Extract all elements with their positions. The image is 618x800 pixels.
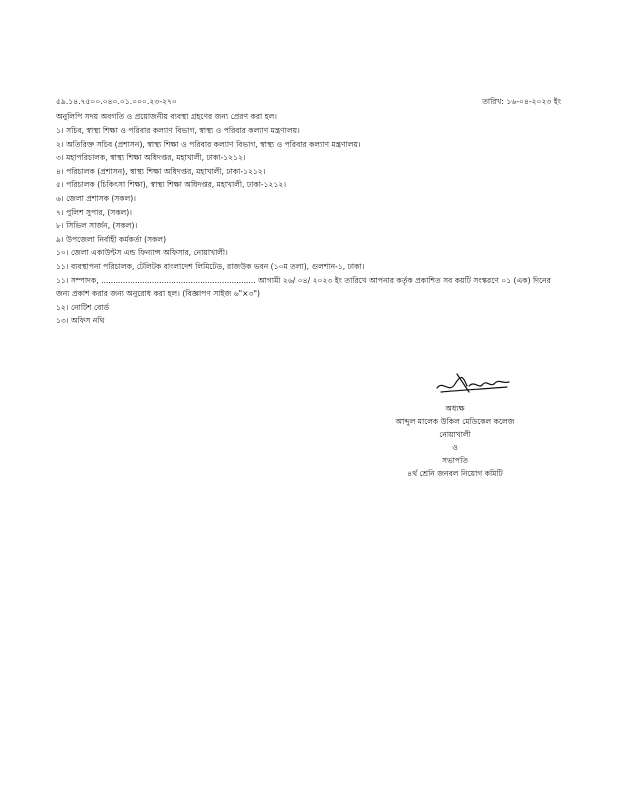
committee-name: ৪র্থ শ্রেনি জনবল নিয়োগ কমিটি (407, 469, 503, 478)
item-text: ব্যবস্থাপনা পরিচালক, টেলিটক বাংলাদেশ লিমিটেড, রাজউক ভবন (১০ম তলা), গুলশান-১, ঢাকা। (71, 261, 365, 271)
list-item (56, 151, 566, 165)
item-number: ১। (56, 126, 64, 135)
item-number: ৪। (56, 166, 64, 176)
item-text: পরিচালক (চিকিৎসা শিক্ষা), স্বাস্থ্য শিক্ষা অধিদপ্তর, মহাখালী, ঢাকা-১২১২। (66, 180, 287, 190)
item-number: ৬। (56, 193, 64, 203)
item-text: জেলা একাউন্টস এন্ড ফিন্যান্স অফিসার, নোয়াখালী। (71, 248, 228, 258)
list-item (56, 260, 566, 274)
signatory-role: সভাপতি (442, 456, 468, 465)
list-item (56, 246, 566, 260)
item-text: সিভিল সার্জন, (সকল)। (66, 221, 138, 231)
list-item (56, 233, 566, 247)
list-item (56, 178, 566, 192)
signatory-block (355, 376, 555, 480)
list-item (56, 124, 566, 138)
item-number: ১৩। (56, 316, 69, 326)
conjunction: ও (452, 443, 458, 452)
item-text: অফিস নথি (71, 316, 105, 326)
item-text: অতিরিক্ত সচিব (প্রশাসন), স্বাস্থ্য শিক্ষা ও পরিবার কল্যাণ বিভাগ, স্বাস্থ্য ও পরিবার কল্যাণ মন্ত্রণালয়। (66, 139, 361, 149)
list-item (56, 192, 566, 206)
college-location: নোয়াখালী (439, 430, 471, 439)
item-number: ৩। (56, 153, 64, 163)
item-number: ১২। (56, 302, 69, 312)
recipient-list (56, 124, 566, 328)
item-number: ১১। (56, 275, 69, 285)
item-text: সচিব, স্বাস্থ্য শিক্ষা ও পরিবার কল্যাণ বিভাগ, স্বাস্থ্য ও পরিবার কল্যাণ মন্ত্রণালয়। (66, 126, 300, 135)
item-text: উপজেলা নির্বাহী কর্মকর্তা (সকল) (66, 234, 167, 244)
item-number: ৯। (56, 234, 64, 244)
list-item (56, 274, 566, 301)
list-item (56, 165, 566, 179)
memo-date: তারিখ: ১৬-০৪-২০২৩ ইং (482, 97, 561, 106)
item-text: মহাপরিচালক, স্বাস্থ্য শিক্ষা অধিদপ্তর, মহাখালী, ঢাকা-১২১২। (66, 153, 246, 163)
memo-number: ৫৯.১৪.৭৫০০.০৪০.০১.০০০.২৩-২৭০ (56, 97, 177, 106)
item-number: ১০। (56, 248, 69, 258)
item-text: জেলা প্রশাসক (সকল)। (66, 193, 136, 203)
list-item (56, 219, 566, 233)
college-name: আব্দুল মালেক উকিল মেডিকেল কলেজ (395, 417, 515, 426)
item-text: পুলিশ সুপার, (সকল)। (66, 207, 132, 217)
distribution-intro: অনুলিপি সদয় অবগতি ও প্রয়োজনীয় ব্যবস্থা গ্রহণের জন্য প্রেরণ করা হল। (56, 112, 277, 121)
item-text: সম্পাদক, ................................................................ আগামী ২৬/ ০৪/ ২০২৩ ইং তারিখে আপনার কর্তৃক প্রকাশিত সব কয়টি সংস্করণে ০১ (এক) দিনের জন্য প্রকাশ করার জন্য অনুরোধ করা হল। (বিজ্ঞাপণ সাইজ ৬"×৩") (56, 275, 551, 299)
item-number: ৭। (56, 207, 64, 217)
list-item (56, 314, 566, 328)
item-number: ৫। (56, 180, 64, 190)
signatory-title: অধ্যক্ষ (445, 404, 465, 413)
item-number: ২। (56, 139, 64, 149)
item-number: ১১। (56, 261, 69, 271)
list-item (56, 138, 566, 152)
item-text: নোটিশ বোর্ড (71, 302, 110, 312)
list-item (56, 301, 566, 315)
list-item (56, 206, 566, 220)
item-text: পরিচালক (প্রশাসন), স্বাস্থ্য শিক্ষা অধিদপ্তর, মহাখালী, ঢাকা-১২১২। (66, 166, 266, 176)
item-number: ৮। (56, 221, 64, 231)
